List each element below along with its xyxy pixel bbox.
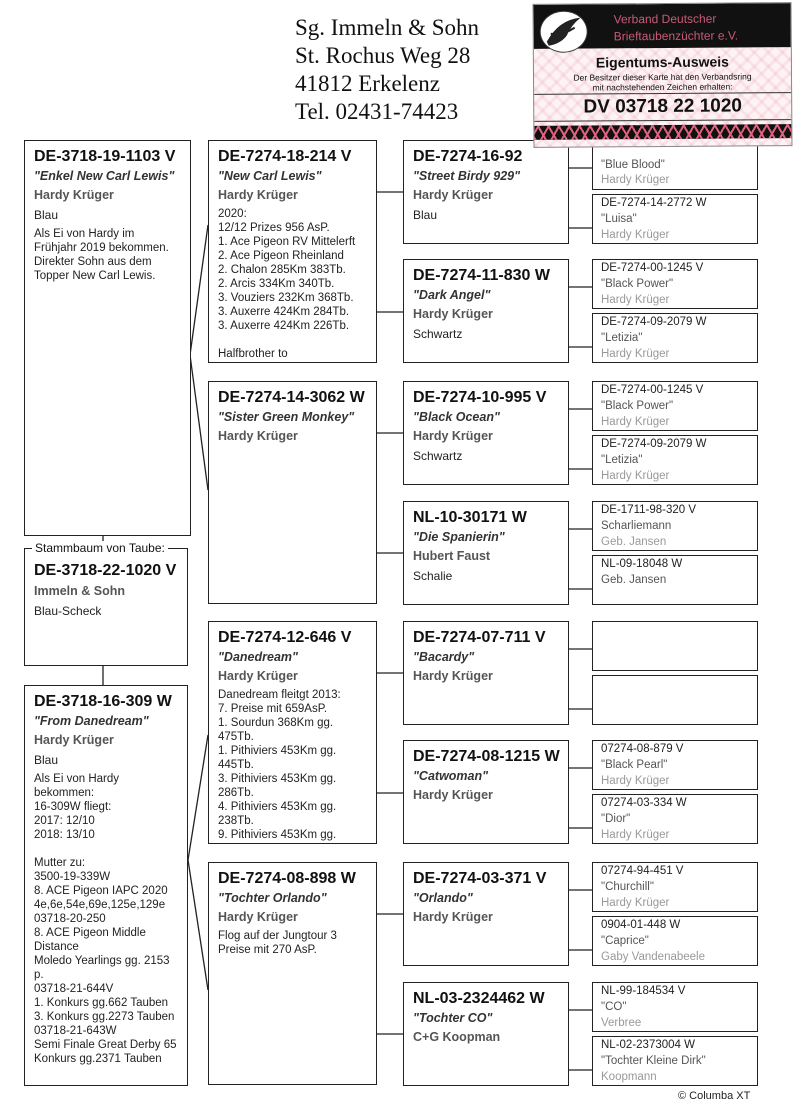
ring-number: DE-7274-16-92 <box>413 148 523 165</box>
breeder-name: Hardy Krüger <box>601 416 670 428</box>
ring-number: DE-7274-14-2772 W <box>601 197 707 209</box>
pigeon-name: "Die Spanierin" <box>413 530 505 544</box>
ancestor-box <box>592 794 758 844</box>
address-line: Tel. 02431-74423 <box>295 99 459 124</box>
ancestor-box <box>592 259 758 309</box>
ring-number: DE-7274-08-1215 W <box>413 748 560 765</box>
breeder-name: Immeln & Sohn <box>34 584 125 598</box>
great-grandparent-box <box>403 621 569 725</box>
note-line: Topper New Carl Lewis. <box>34 270 156 282</box>
ring-number: NL-02-2373004 W <box>601 1039 695 1051</box>
pigeon-name: "Tochter Orlando" <box>218 891 327 905</box>
great-grandparent-box <box>403 259 569 363</box>
note-line: 1. Ace Pigeon RV Mittelerft <box>218 236 356 248</box>
note-line: Flog auf der Jungtour 3 <box>218 930 337 942</box>
breeder-name: Hardy Krüger <box>413 669 493 683</box>
connector-line <box>190 225 208 355</box>
pigeon-name: "Black Pearl" <box>601 759 668 771</box>
pigeon-name: "Luisa" <box>601 213 637 225</box>
note-line: Moledo Yearlings gg. 2153 <box>34 955 170 967</box>
breeder-name: Hardy Krüger <box>601 897 670 909</box>
breeder-name: Geb. Jansen <box>601 536 667 548</box>
breeder-name: Hardy Krüger <box>413 429 493 443</box>
note-line: Konkurs gg.2371 Tauben <box>34 1053 162 1065</box>
ring-number: DE-7274-14-3062 W <box>218 389 365 406</box>
ring-number: DE-3718-19-1103 V <box>34 148 176 165</box>
pigeon-name: "Tochter Kleine Dirk" <box>601 1055 706 1067</box>
pigeon-name: "CO" <box>601 1001 627 1013</box>
ring-number: NL-03-2324462 W <box>413 990 545 1007</box>
ring-number: 07274-08-879 V <box>601 743 684 755</box>
breeder-name: Hardy Krüger <box>413 307 493 321</box>
note-line: Danedream fleitgt 2013: <box>218 689 341 701</box>
address-line: St. Rochus Weg 28 <box>295 43 471 68</box>
breeder-name: Verbree <box>601 1017 642 1029</box>
pigeon-name: "Tochter CO" <box>413 1011 493 1025</box>
note-line: Direkter Sohn aus dem <box>34 256 152 268</box>
ancestor-box <box>592 435 758 485</box>
ancestor-box <box>592 194 758 244</box>
ring-number <box>601 676 749 692</box>
ring-number: DE-7274-07-711 V <box>413 629 546 646</box>
breeder-name <box>601 708 749 724</box>
address-line: 41812 Erkelenz <box>295 71 440 96</box>
card-subtitle-line: Der Besitzer dieser Karte hat den Verbandsring <box>573 71 752 83</box>
subject-box <box>24 548 188 666</box>
pigeon-name: "Danedream" <box>218 650 298 664</box>
breeder-name: Hardy Krüger <box>218 429 298 443</box>
note-line: 445Tb. <box>218 759 254 771</box>
note-line: 2020: <box>218 208 247 220</box>
note-line: 2017: 12/10 <box>34 815 95 827</box>
pigeon-name <box>601 692 749 708</box>
great-grandparent-box <box>403 381 569 485</box>
note-line: 8. ACE Pigeon IAPC 2020 <box>34 885 168 897</box>
ring-number: DE-7274-03-371 V <box>413 870 547 887</box>
card-subtitle <box>534 71 791 93</box>
connector-line <box>188 860 208 990</box>
pigeon-name <box>601 638 749 654</box>
ring-number: NL-09-18048 W <box>601 558 683 570</box>
breeder-name: Hardy Krüger <box>601 174 670 186</box>
connector-line <box>190 355 208 490</box>
grandparent-box <box>208 862 377 1085</box>
ancestor-box <box>592 313 758 363</box>
note-line: 1. Pithiviers 453Km gg. <box>218 745 337 757</box>
note-line: 1. Konkurs gg.662 Tauben <box>34 997 169 1009</box>
note-line: 9. Pithiviers 453Km gg. <box>218 829 337 841</box>
note-line: Als Ei von Hardy im <box>34 228 135 240</box>
pigeon-name: "Catwoman" <box>413 769 489 783</box>
note-line: 7. Preise mit 659AsP. <box>218 703 328 715</box>
ring-number: DE-7274-00-1245 V <box>601 262 704 274</box>
ring-number: DE-3718-16-309 W <box>34 693 172 710</box>
note-line: 2018: 13/10 <box>34 829 95 841</box>
copyright: © Columba XT <box>678 1090 751 1102</box>
ancestor-box <box>592 621 758 671</box>
pigeon-name: "Black Power" <box>601 400 674 412</box>
great-grandparent-box <box>403 501 569 605</box>
pigeon-name: "Blue Blood" <box>601 159 665 171</box>
pigeon-name: "Bacardy" <box>413 650 475 664</box>
pigeon-color: Schwartz <box>413 449 463 463</box>
ring-number: DE-7274-08-898 W <box>218 870 356 887</box>
connector-line <box>188 735 208 860</box>
note-line: 238Tb. <box>218 815 254 827</box>
note-line: bekommen: <box>34 787 95 799</box>
pigeon-notes <box>34 227 181 283</box>
note-line: 286Tb. <box>218 787 254 799</box>
note-line: 4e,6e,54e,69e,125e,129e <box>34 899 166 911</box>
pigeon-name: "Sister Green Monkey" <box>218 410 355 424</box>
pigeon-color: Blau <box>34 208 59 222</box>
ring-number: DE-1711-98-320 V <box>601 504 697 516</box>
pigeon-name: Scharliemann <box>601 520 672 532</box>
breeder-name: Gaby Vandenabeele <box>601 951 706 963</box>
note-line: 2. Arcis 334Km 340Tb. <box>218 278 335 290</box>
pigeon-name: "Churchill" <box>601 881 654 893</box>
ring-number: DE-7274-00-1245 V <box>601 384 704 396</box>
pigeon-name: Geb. Jansen <box>601 574 667 586</box>
note-line: 03718-21-644V <box>34 983 114 995</box>
note-line: 2. Chalon 285Km 383Tb. <box>218 264 346 276</box>
breeder-name <box>601 588 749 604</box>
pigeon-notes <box>34 772 178 1066</box>
breeder-name: Hardy Krüger <box>601 470 670 482</box>
ancestor-box <box>592 140 758 190</box>
pigeon-name: "Black Power" <box>601 278 674 290</box>
ancestor-box <box>592 501 758 551</box>
breeder-name: C+G Koopman <box>413 1030 501 1044</box>
address-line: Sg. Immeln & Sohn <box>295 15 480 40</box>
note-line: 16-309W fliegt: <box>34 801 112 813</box>
pigeon-notes <box>218 688 367 842</box>
ring-number: NL-10-30171 W <box>413 509 527 526</box>
note-line: 4. Pithiviers 453Km gg. <box>218 801 337 813</box>
pigeon-name: "Caprice" <box>601 935 649 947</box>
ring-number: 0904-01-448 W <box>601 919 681 931</box>
note-line: Semi Finale Great Derby 65 <box>34 1039 177 1051</box>
ring-number: DE-7274-18-214 V <box>218 148 352 165</box>
ancestor-box <box>592 555 758 605</box>
ancestor-box <box>592 675 758 725</box>
ring-number: NL-99-184534 V <box>601 985 686 997</box>
ancestor-box <box>592 916 758 966</box>
breeder-name: Koopmann <box>601 1071 657 1083</box>
pigeon-color: Blau <box>34 753 59 767</box>
ancestor-box <box>592 862 758 912</box>
ancestor-box <box>592 982 758 1032</box>
ring-number <box>601 622 749 638</box>
ancestor-box <box>592 381 758 431</box>
note-line: 3. Auxerre 424Km 226Tb. <box>218 320 350 332</box>
mother-box <box>24 685 188 1086</box>
note-line: 2. Ace Pigeon Rheinland <box>218 250 344 262</box>
note-line: Distance <box>34 941 79 953</box>
note-line: 03718-21-643W <box>34 1025 117 1037</box>
pigeon-name: "Dior" <box>601 813 631 825</box>
ring-number: DE-7274-09-2079 W <box>601 316 707 328</box>
note-line: 3. Vouziers 232Km 368Tb. <box>218 292 354 304</box>
pigeon-name: "Enkel New Carl Lewis" <box>34 169 175 183</box>
card-pattern-band <box>534 124 791 140</box>
grandparent-box <box>208 381 377 604</box>
great-grandparent-box <box>403 982 569 1086</box>
breeder-name: Hardy Krüger <box>601 229 670 241</box>
breeder-name: Hardy Krüger <box>601 775 670 787</box>
breeder-name: Hardy Krüger <box>34 188 114 202</box>
pigeon-name: "New Carl Lewis" <box>218 169 322 183</box>
ring-number: DE-7274-10-995 V <box>413 389 547 406</box>
ring-number: DE-7274-11-830 W <box>413 267 550 284</box>
great-grandparent-box <box>403 140 569 244</box>
note-line: p. <box>34 969 44 981</box>
stork-logo-icon <box>540 11 588 53</box>
pigeon-name: "Street Birdy 929" <box>413 169 521 183</box>
note-line: Halfbrother to <box>218 348 288 360</box>
breeder-name: Hardy Krüger <box>34 733 114 747</box>
great-grandparent-box <box>403 862 569 966</box>
breeder-name: Hardy Krüger <box>413 910 493 924</box>
breeder-name: Hardy Krüger <box>601 294 670 306</box>
breeder-name: Hardy Krüger <box>413 188 493 202</box>
note-line: 03718-20-250 <box>34 913 106 925</box>
note-line: 12/12 Prizes 956 AsP. <box>218 222 330 234</box>
great-grandparent-box <box>403 740 569 844</box>
pigeon-color: Blau <box>413 208 438 222</box>
breeder-name: Hardy Krüger <box>601 829 670 841</box>
father-box <box>24 140 191 536</box>
note-line: 8. ACE Pigeon Middle <box>34 927 146 939</box>
breeder-name: Hardy Krüger <box>218 188 298 202</box>
breeder-name: Hardy Krüger <box>601 348 670 360</box>
ring-number: 07274-94-451 V <box>601 865 684 877</box>
pigeon-color: Blau-Scheck <box>34 604 102 618</box>
note-line: 3. Auxerre 424Km 284Tb. <box>218 306 350 318</box>
note-line <box>34 842 178 856</box>
grandparent-box <box>208 621 377 844</box>
ring-number: 07274-03-334 W <box>601 797 687 809</box>
pigeon-name: "Black Ocean" <box>413 410 500 424</box>
ownership-card <box>533 2 793 148</box>
card-subtitle-line: mit nachstehenden Zeichen erhalten: <box>592 81 733 93</box>
note-line: 3. Pithiviers 453Km gg. <box>218 773 337 785</box>
card-org-line: Verband Deutscher <box>613 11 717 27</box>
breeder-name: Hardy Krüger <box>218 669 298 683</box>
subject-label: Stammbaum von Taube: <box>32 541 168 555</box>
breeder-name: Hardy Krüger <box>218 910 298 924</box>
pigeon-notes <box>218 929 367 957</box>
card-title: Eigentums-Ausweis <box>595 53 729 71</box>
note-line: Mutter zu: <box>34 857 86 869</box>
pigeon-name: "From Danedream" <box>34 714 149 728</box>
ring-number: DE-3718-22-1020 V <box>34 562 177 579</box>
pigeon-name: "Orlando" <box>413 891 473 905</box>
note-line: Als Ei von Hardy <box>34 773 120 785</box>
pigeon-color: Schwartz <box>413 327 463 341</box>
note-line <box>218 333 367 347</box>
ancestor-box <box>592 740 758 790</box>
breeder-name: Hubert Faust <box>413 549 491 563</box>
breeder-name <box>601 654 749 670</box>
pigeon-color: Schalie <box>413 569 453 583</box>
card-ring-number: DV 03718 22 1020 <box>534 92 791 122</box>
card-org-line: Brieftaubenzüchter e.V. <box>613 28 739 44</box>
ring-number: DE-7274-12-646 V <box>218 629 352 646</box>
grandparent-box <box>208 140 377 363</box>
note-line: 3. Konkurs gg.2273 Tauben <box>34 1011 175 1023</box>
pigeon-name: "Letizia" <box>601 332 643 344</box>
note-line: 1. Sourdun 368Km gg. <box>218 717 334 729</box>
pigeon-name: "Dark Angel" <box>413 288 491 302</box>
note-line: 3500-19-339W <box>34 871 111 883</box>
note-line: 475Tb. <box>218 731 254 743</box>
breeder-name: Hardy Krüger <box>413 788 493 802</box>
note-line: Frühjahr 2019 bekommen. <box>34 242 169 254</box>
ancestor-box <box>592 1036 758 1086</box>
note-line: Preise mit 270 AsP. <box>218 944 317 956</box>
pigeon-notes <box>218 207 367 361</box>
pigeon-name: "Letizia" <box>601 454 643 466</box>
ring-number: DE-7274-09-2079 W <box>601 438 707 450</box>
